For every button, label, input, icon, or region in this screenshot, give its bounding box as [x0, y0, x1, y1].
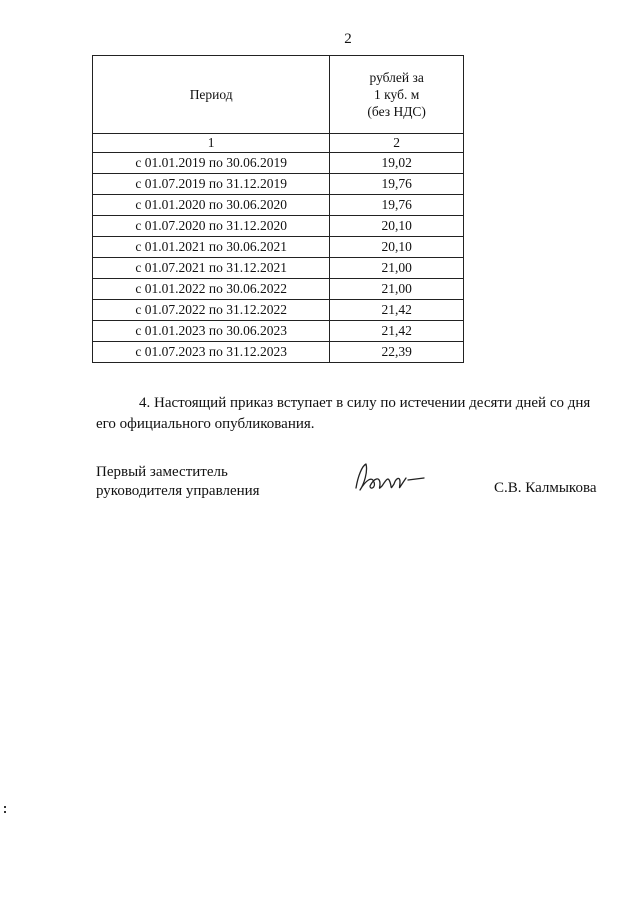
page-number: 2 — [344, 31, 352, 47]
table-row — [93, 216, 464, 237]
period-cell: с 01.01.2022 по 30.06.2022 — [93, 279, 330, 300]
period-cell: с 01.07.2023 по 31.12.2023 — [93, 342, 330, 363]
header-period: Период — [93, 56, 330, 134]
period-cell: с 01.01.2020 по 30.06.2020 — [93, 195, 330, 216]
signature-image — [348, 458, 428, 498]
column-number-row — [93, 134, 464, 153]
period-cell: с 01.07.2019 по 31.12.2019 — [93, 174, 330, 195]
rate-cell: 21,42 — [330, 321, 464, 342]
table-row — [93, 279, 464, 300]
column-number-2: 2 — [330, 134, 464, 153]
scan-mark — [4, 806, 6, 814]
table-row — [93, 300, 464, 321]
rate-cell: 20,10 — [330, 216, 464, 237]
table-row — [93, 195, 464, 216]
rate-cell: 19,76 — [330, 174, 464, 195]
table-row — [93, 153, 464, 174]
tariff-table — [92, 55, 464, 363]
rate-cell: 21,00 — [330, 258, 464, 279]
column-number-1: 1 — [93, 134, 330, 153]
table-row — [93, 342, 464, 363]
signer-title: Первый заместитель руководителя управления — [96, 464, 260, 499]
rate-cell: 19,02 — [330, 153, 464, 174]
table-row — [93, 237, 464, 258]
period-cell: с 01.07.2022 по 31.12.2022 — [93, 300, 330, 321]
period-cell: с 01.01.2023 по 30.06.2023 — [93, 321, 330, 342]
clause-text: 4. Настоящий приказ вступает в силу по истечении десяти дней со дня его официального опубликования. — [96, 395, 591, 432]
rate-cell: 19,76 — [330, 195, 464, 216]
table-row — [93, 258, 464, 279]
table-row — [93, 174, 464, 195]
period-cell: с 01.07.2020 по 31.12.2020 — [93, 216, 330, 237]
header-rate: рублей за 1 куб. м (без НДС) — [330, 56, 464, 134]
table-header-row — [93, 56, 464, 134]
period-cell: с 01.01.2019 по 30.06.2019 — [93, 153, 330, 174]
signer-name: С.В. Калмыкова — [494, 480, 597, 496]
rate-cell: 22,39 — [330, 342, 464, 363]
table-row — [93, 321, 464, 342]
period-cell: с 01.07.2021 по 31.12.2021 — [93, 258, 330, 279]
rate-cell: 21,42 — [330, 300, 464, 321]
rate-cell: 20,10 — [330, 237, 464, 258]
period-cell: с 01.01.2021 по 30.06.2021 — [93, 237, 330, 258]
rate-cell: 21,00 — [330, 279, 464, 300]
